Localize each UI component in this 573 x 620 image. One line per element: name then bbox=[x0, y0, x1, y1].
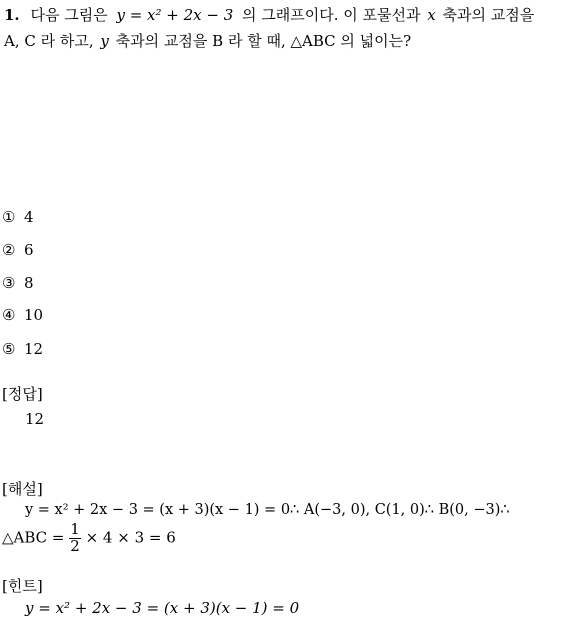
equation: y = x² + 2x − 3 bbox=[116, 6, 234, 24]
choice-mark: ② bbox=[2, 241, 16, 259]
choice-2[interactable] bbox=[2, 241, 34, 259]
choice-value: 4 bbox=[24, 208, 34, 226]
explanation-line-1: y = x² + 2x − 3 = (x + 3)(x − 1) = 0∴ A(−3, 0), C(1, 0)∴ B(0, −3)∴ bbox=[25, 502, 510, 518]
fraction-numerator: 1 bbox=[70, 520, 80, 538]
hint-heading: [힌트] bbox=[2, 577, 43, 595]
choice-3[interactable] bbox=[2, 274, 34, 292]
explanation-line-2 bbox=[2, 522, 176, 555]
explanation-area-calc: × 4 × 3 = 6 bbox=[85, 528, 176, 547]
choice-mark: ③ bbox=[2, 274, 16, 292]
explanation-area-label: △ABC = bbox=[2, 528, 65, 547]
choice-value: 6 bbox=[24, 241, 34, 259]
choice-5[interactable] bbox=[2, 340, 43, 358]
question-line-1 bbox=[4, 4, 534, 25]
fraction bbox=[69, 522, 81, 555]
axis-variable: y bbox=[100, 32, 109, 50]
choice-4[interactable] bbox=[2, 306, 43, 324]
choice-1[interactable] bbox=[2, 208, 34, 226]
question-text: 의 그래프이다. 이 포물선과 bbox=[242, 6, 421, 24]
question-text: 축과의 교점을 bbox=[442, 6, 535, 24]
choice-value: 12 bbox=[24, 340, 44, 358]
choice-mark: ① bbox=[2, 208, 16, 226]
choice-mark: ④ bbox=[2, 306, 16, 324]
choice-mark: ⑤ bbox=[2, 340, 16, 358]
question-text: 다음 그림은 bbox=[30, 6, 108, 24]
question-line-2 bbox=[4, 30, 411, 51]
question-text: 축과의 교점을 B 라 할 때, △ABC 의 넓이는? bbox=[115, 32, 412, 50]
answer-heading: [정답] bbox=[2, 385, 43, 403]
answer-value: 12 bbox=[25, 410, 45, 428]
question-text: A, C 라 하고, bbox=[4, 32, 94, 50]
choice-value: 10 bbox=[24, 306, 44, 324]
fraction-denominator: 2 bbox=[70, 536, 80, 555]
choice-value: 8 bbox=[24, 274, 34, 292]
explanation-heading: [해설] bbox=[2, 480, 43, 498]
question-number: 1. bbox=[4, 6, 20, 24]
axis-variable: x bbox=[427, 6, 436, 24]
hint-line-1: y = x² + 2x − 3 = (x + 3)(x − 1) = 0 bbox=[25, 599, 300, 617]
